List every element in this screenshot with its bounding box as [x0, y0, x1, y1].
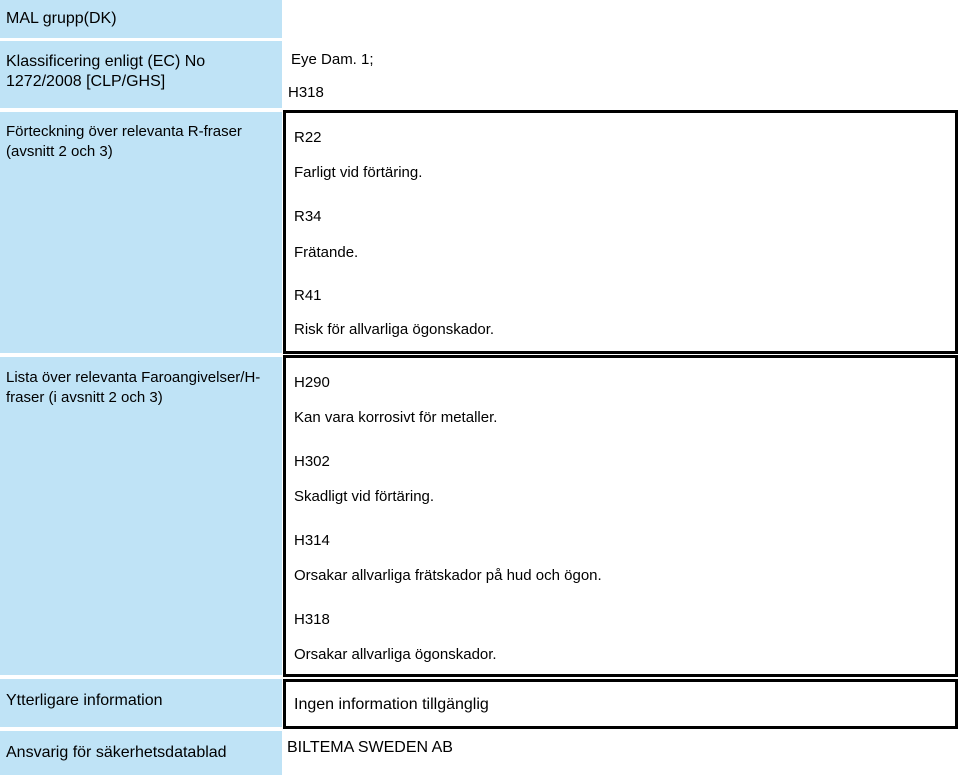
classification-line-1: Eye Dam. 1;: [291, 51, 374, 68]
r-phrase-code: R41: [294, 287, 322, 304]
h-phrase-text: Orsakar allvarliga ögonskador.: [294, 646, 497, 663]
h-phrases-box: [283, 355, 958, 677]
r-phrase-text: Risk för allvarliga ögonskador.: [294, 321, 495, 338]
h-phrase-code: H314: [294, 532, 330, 549]
h-phrase-text: Kan vara korrosivt för metaller.: [294, 409, 498, 426]
h-phrase-code: H318: [294, 611, 330, 628]
classification-line-2: H318: [288, 84, 324, 101]
classification-label: Klassificering enligt (EC) No 1272/2008 [CLP/GHS]: [6, 53, 206, 90]
h-phrase-text: Skadligt vid förtäring.: [294, 488, 435, 505]
row-label-r-phrases: [0, 112, 282, 353]
row-label-group: [0, 0, 282, 38]
h-phrase-code: H302: [294, 453, 330, 470]
h-phrase-code: H290: [294, 374, 330, 391]
responsible-value: BILTEMA SWEDEN AB: [287, 739, 453, 756]
h-phrases-label: Lista över relevanta Faroangivelser/H-fraser (i avsnitt 2 och 3): [6, 369, 261, 406]
additional-info-box: [283, 679, 958, 729]
r-phrase-code: R34: [294, 208, 322, 225]
row-label-responsible: [0, 731, 282, 775]
row-label-h-phrases: [0, 357, 282, 675]
r-phrase-code: R22: [294, 129, 322, 146]
r-phrase-text: Farligt vid förtäring.: [294, 164, 423, 181]
r-phrases-box: [283, 110, 958, 354]
h-phrase-text: Orsakar allvarliga frätskador på hud och ögon.: [294, 567, 602, 584]
group-label: MAL grupp(DK): [6, 10, 117, 27]
r-phrases-label: Förteckning över relevanta R-fraser (avsnitt 2 och 3): [6, 123, 242, 160]
row-label-classification: [0, 41, 282, 108]
additional-info-label: Ytterligare information: [6, 692, 163, 709]
additional-info-value: Ingen information tillgänglig: [294, 696, 489, 713]
r-phrase-text: Frätande.: [294, 244, 359, 261]
row-label-additional-info: [0, 679, 282, 727]
responsible-label: Ansvarig för säkerhetsdatablad: [6, 744, 227, 761]
